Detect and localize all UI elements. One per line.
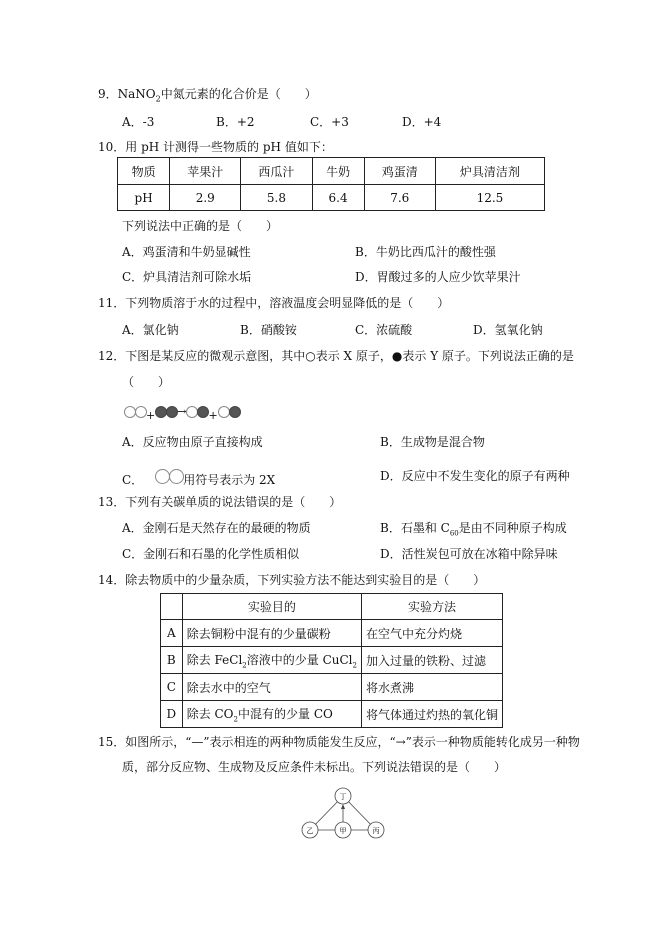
- row-label: B: [161, 647, 183, 674]
- row-purpose: 除去铜粉中混有的少量碳粉: [182, 620, 361, 647]
- q9-option-b: B．+2: [216, 115, 255, 129]
- q11-option-c: C．浓硫酸: [355, 323, 413, 337]
- q10-option-b: B．牛奶比西瓜汁的酸性强: [355, 245, 496, 259]
- ph-table-cell: 6.4: [312, 185, 364, 211]
- node-label: 丁: [339, 793, 347, 801]
- table-header: 实验方法: [361, 594, 502, 620]
- row-method: 在空气中充分灼烧: [361, 620, 502, 647]
- q11-option-a: A．氯化钠: [122, 323, 179, 337]
- q10-option-a: A．鸡蛋清和牛奶显碱性: [122, 245, 251, 259]
- q13-stem: 13．下列有关碳单质的说法错误的是（ ）: [98, 495, 342, 509]
- row-method: 将气体通过灼热的氧化铜: [361, 701, 502, 728]
- q10-option-d: D．胃酸过多的人应少饮苹果汁: [355, 270, 521, 284]
- table-header: [161, 594, 183, 620]
- table-row: [161, 701, 503, 728]
- x-atom-icon: [155, 469, 170, 484]
- q10-option-c: C．炉具清洁剂可除水垢: [122, 270, 252, 284]
- row-method: 将水煮沸: [361, 674, 502, 701]
- ph-table-header: 牛奶: [312, 158, 364, 185]
- node-label: 丙: [372, 827, 380, 835]
- ph-table-cell: 5.8: [241, 185, 312, 211]
- q15-stem-line1: 15．如图所示，“—”表示相连的两种物质能发生反应，“→”表示一种物质能转化成另一种物: [98, 735, 580, 749]
- q12-stem: 12．下图是某反应的微观示意图，其中○表示 X 原子，●表示 Y 原子。下列说法正确的是: [98, 349, 574, 363]
- q10-prompt: 下列说法中正确的是（ ）: [122, 219, 279, 233]
- q13-option-b: B．石墨和 $C_{60}$是由不同种原子构成: [380, 521, 567, 538]
- ph-table-cell: pH: [118, 185, 170, 211]
- reaction-diagram: [124, 404, 240, 422]
- q9-option-d: D．+4: [402, 115, 442, 129]
- y-atom-icon: [229, 406, 241, 418]
- row-purpose: 除去 FeCl$_2$溶液中的少量 CuCl$_2$: [182, 647, 361, 674]
- table-row: [161, 647, 503, 674]
- q12-option-a: A．反应物由原子直接构成: [122, 435, 263, 449]
- ph-table-cell: 7.6: [364, 185, 435, 211]
- node-label: 甲: [339, 827, 347, 835]
- ph-table-header: 西瓜汁: [241, 158, 312, 185]
- ph-table-header: 苹果汁: [170, 158, 241, 185]
- row-purpose: 除去水中的空气: [182, 674, 361, 701]
- arrow-sign: →: [177, 405, 187, 418]
- plus-sign: +: [208, 409, 218, 422]
- q13-option-d: D．活性炭包可放在冰箱中除异味: [380, 547, 558, 561]
- q9-stem: 9．NaNO$_2$中氮元素的化合价是（ ）: [98, 87, 317, 104]
- row-label: D: [161, 701, 183, 728]
- experiment-table: [160, 593, 503, 728]
- q14-stem: 14．除去物质中的少量杂质，下列实验方法不能达到实验目的是（ ）: [98, 573, 486, 587]
- row-purpose: 除去 $CO_2$中混有的少量 CO: [182, 701, 361, 728]
- q11-option-b: B．硝酸铵: [240, 323, 297, 337]
- x-atom-icon: [169, 469, 184, 484]
- q12-option-d: D．反应中不发生变化的原子有两种: [380, 469, 570, 483]
- row-label: C: [161, 674, 183, 701]
- ph-table-header: 鸡蛋清: [364, 158, 435, 185]
- ph-table-cell: 12.5: [435, 185, 544, 211]
- q12-option-c: C． 用符号表示为 2X: [122, 468, 275, 488]
- row-label: A: [161, 620, 183, 647]
- ph-table: [117, 157, 545, 211]
- table-row: [161, 674, 503, 701]
- arrowhead-icon: [341, 804, 345, 809]
- ph-table-header: 炉具清洁剂: [435, 158, 544, 185]
- q15-stem-line2: 质，部分反应物、生成物及反应条件未标出。下列说法错误的是（ ）: [122, 760, 507, 774]
- q10-stem: 10．用 pH 计测得一些物质的 pH 值如下：: [98, 140, 333, 154]
- row-method: 加入过量的铁粉、过滤: [361, 647, 502, 674]
- x-atom-icon: [218, 406, 230, 418]
- q9-option-c: C．+3: [310, 115, 349, 129]
- ph-table-cell: 2.9: [170, 185, 241, 211]
- q11-option-d: D．氢氧化钠: [473, 323, 543, 337]
- ph-table-header: 物质: [118, 158, 170, 185]
- table-row: [161, 620, 503, 647]
- q13-option-a: A．金刚石是天然存在的最硬的物质: [122, 521, 311, 535]
- node-label: 乙: [306, 827, 314, 835]
- q13-option-c: C．金刚石和石墨的化学性质相似: [122, 547, 300, 561]
- plus-sign: +: [146, 409, 156, 422]
- q12-paren: （ ）: [122, 375, 171, 389]
- q12-option-b: B．生成物是混合物: [380, 435, 485, 449]
- q9-option-a: A．-3: [122, 115, 155, 129]
- q11-stem: 11．下列物质溶于水的过程中，溶液温度会明显降低的是（ ）: [98, 296, 450, 310]
- relation-diagram: [295, 785, 390, 840]
- table-header: 实验目的: [182, 594, 361, 620]
